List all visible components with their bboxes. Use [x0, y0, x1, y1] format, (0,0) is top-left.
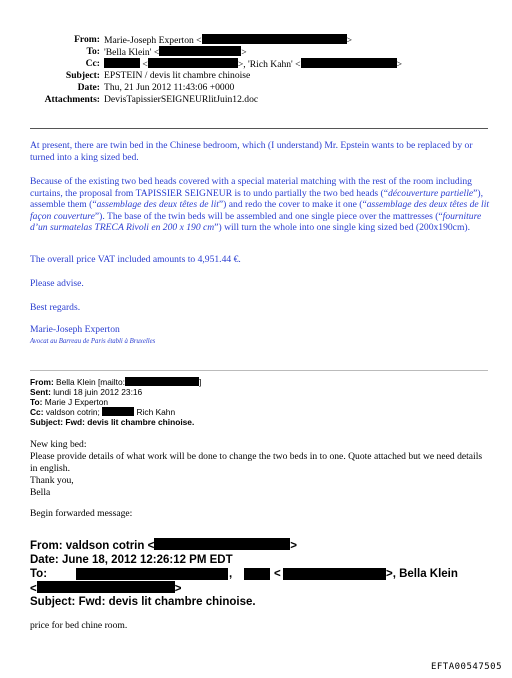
reply-subject-row [30, 417, 194, 427]
reply-line-2: Please provide details of what work will be done to change the two beds in to one. Quote attached but we need details in english. [30, 451, 483, 474]
reply-subject-value: Fwd: devis lit chambre chinoise. [63, 417, 195, 427]
attachment-link[interactable]: DevisTapissierSEIGNEURlitJuin12.doc [104, 94, 259, 105]
signature-title: Avocat au Barreau de Paris établi à Bruxelles [30, 338, 156, 345]
reply-cc-value: valdson cotrin; [43, 407, 103, 417]
attachments-label: Attachments: [44, 94, 100, 105]
redaction-block [202, 34, 347, 44]
cc-mid: >, 'Rich Kahn' < [237, 59, 301, 70]
fwd-to-rest: >, Bella Klein [386, 568, 458, 580]
to-value: 'Bella Klein' < [104, 47, 160, 58]
fwd-line4-lt: < [30, 583, 37, 595]
message-paragraph-2 [30, 176, 490, 234]
redaction-block [37, 581, 175, 593]
message-paragraph-4: Please advise. [30, 278, 84, 289]
redaction-block [125, 377, 202, 387]
p2-text: Because of the existing two bed heads covered with a special material matching with the rest of the room including curtains, the proposal from TAPISSIER SEIGNEUR is to undo partially the two bed heads (“ [30, 176, 472, 199]
fwd-date-row [30, 553, 233, 567]
p2-text: ”) and redo the cover to make it one (“ [218, 199, 367, 211]
reply-cc-rest: Rich Kahn [134, 407, 176, 417]
to-close: > [241, 47, 247, 58]
p2-text: ”). The base of the twin beds will be assembled and one single piece over the mattresses (“ [94, 210, 443, 222]
from-value: Marie-Joseph Experton < [104, 35, 202, 46]
reply-line-3: Thank you, [30, 475, 74, 486]
p2-text: ”) will turn the whole into one single king sized bed (200x190cm). [214, 222, 470, 234]
subject-value: EPSTEIN / devis lit chambre chinoise [104, 70, 251, 81]
fwd-date-value: June 18, 2012 12:26:12 PM EDT [58, 554, 233, 566]
fwd-subject-row [30, 595, 256, 609]
redaction-block [104, 58, 140, 68]
reply-from-value: Bella Klein [mailto: [53, 377, 125, 387]
fwd-to-label: To: [30, 568, 48, 580]
reply-sent-label: Sent: [30, 387, 51, 397]
redaction-block [76, 568, 228, 580]
p2-italic: assemblage des deux têtes de lit [96, 199, 219, 211]
subject-label: Subject: [65, 70, 100, 81]
reply-from-row [30, 377, 201, 387]
signature-name: Marie-Joseph Experton [30, 324, 120, 335]
reply-line-4: Bella [30, 487, 51, 498]
reply-from-close: ] [198, 377, 202, 387]
header-divider [30, 128, 488, 129]
reply-to-value: Marie J Experton [42, 397, 109, 407]
to-label: To: [86, 46, 100, 57]
from-label: From: [74, 34, 100, 45]
cc-close: > [396, 59, 403, 70]
p2-italic: assemblage des deux têtes de lit façon couverture [30, 199, 490, 222]
redaction-block [102, 407, 134, 416]
redaction-block [283, 568, 386, 580]
redaction-block [148, 58, 238, 68]
redaction-block [159, 46, 241, 56]
fwd-to-line2 [30, 581, 181, 596]
message-paragraph-1: At present, there are twin bed in the Chinese bedroom, which (I understand) Mr. Epstein wants to be replaced by or turned into a king sized bed. [30, 140, 473, 163]
fwd-from-close: > [290, 540, 298, 552]
from-close: > [346, 35, 353, 46]
reply-to-label: To: [30, 397, 43, 407]
message-paragraph-5: Best regards. [30, 302, 81, 313]
fwd-body: price for bed chine room. [30, 620, 128, 631]
reply-from-label: From: [30, 377, 54, 387]
cc-label: Cc: [85, 58, 100, 69]
redaction-block [301, 58, 397, 68]
reply-cc-row [30, 407, 175, 417]
fwd-from-label: From: [30, 540, 63, 552]
fwd-line4-gt: > [174, 583, 182, 595]
reply-subject-label: Subject: [30, 417, 64, 427]
fwd-to-comma: , [229, 568, 233, 580]
document-stamp: EFTA00547505 [430, 662, 502, 672]
date-value: Thu, 21 Jun 2012 11:43:06 +0000 [104, 82, 235, 93]
fwd-from-row [30, 538, 297, 553]
p2-italic: fourniture d’un surmatelas TRECA Rivoli en 200 x 190 cm [30, 210, 482, 234]
reply-to-row [30, 397, 108, 407]
date-label: Date: [77, 82, 100, 93]
fwd-date-label: Date: [30, 554, 59, 566]
reply-sent-row [30, 387, 142, 397]
reply-line-1: New king bed: [30, 439, 87, 450]
fwd-subject-label: Subject: [30, 596, 76, 608]
reply-line-5: Begin forwarded message: [30, 508, 133, 519]
p2-italic: découverture partielle [387, 187, 474, 199]
reply-cc-label: Cc: [30, 407, 44, 417]
fwd-to-row [30, 567, 47, 581]
fwd-to-lt: < [274, 568, 281, 580]
message-paragraph-3: The overall price VAT included amounts to 4,951.44 €. [30, 254, 241, 265]
redaction-block [244, 568, 270, 580]
p2-text: ”), assemble them (“ [30, 187, 483, 211]
reply-sent-value: lundi 18 juin 2012 23:16 [50, 387, 143, 397]
reply-divider [30, 370, 488, 371]
fwd-from-value: valdson cotrin < [62, 540, 155, 552]
fwd-subject-value: Fwd: devis lit chambre chinoise. [75, 596, 256, 608]
redaction-block [154, 538, 290, 550]
